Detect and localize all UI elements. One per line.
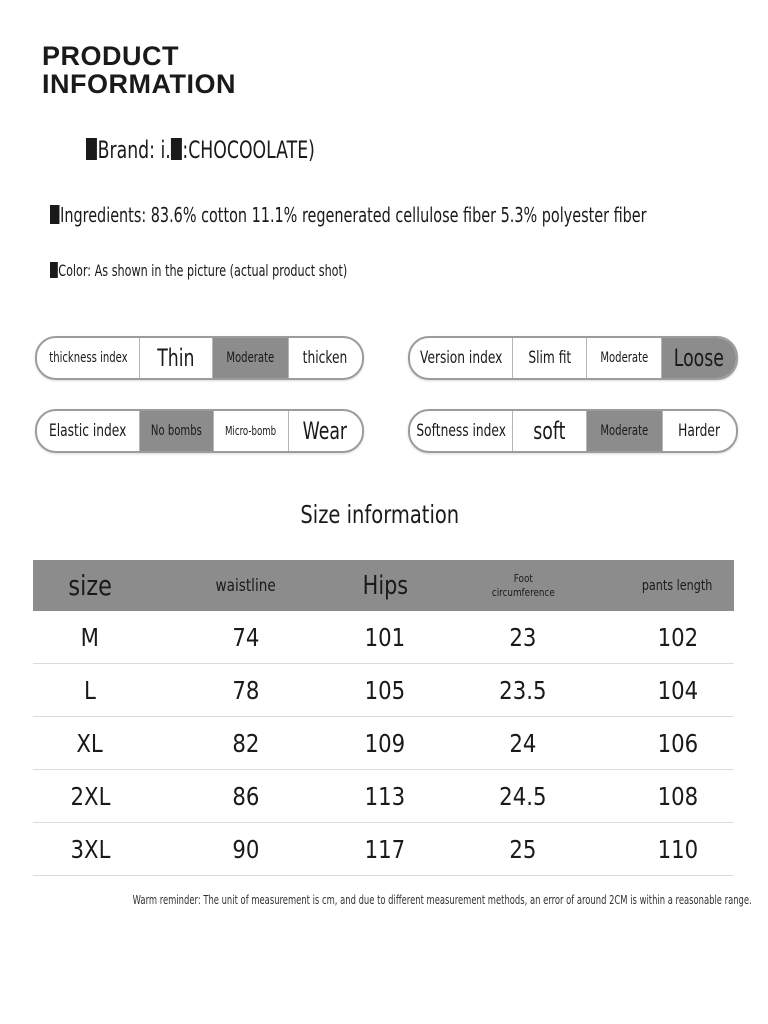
cell-foot-circumference: 24.5: [499, 781, 547, 811]
color-line: [50, 261, 347, 280]
cell-waistline: 86: [232, 781, 260, 811]
thickness-index-label: thickness index: [48, 350, 128, 366]
square-glyph-icon: [86, 138, 97, 160]
table-row: [33, 823, 734, 876]
table-row: [33, 770, 734, 823]
size-table: [33, 560, 734, 876]
cell-size: XL: [76, 728, 104, 758]
color-text: Color: As shown in the picture (actual product shot): [58, 261, 348, 280]
table-row: [33, 611, 734, 664]
cell-hips: 113: [364, 781, 406, 811]
header-pants-length: pants length: [642, 577, 713, 594]
elastic-option-micro-bomb: Micro-bomb: [213, 411, 287, 451]
cell-size: M: [80, 622, 100, 652]
table-row: [33, 664, 734, 717]
page-title: [42, 42, 236, 98]
version-option-slim-fit: Slim fit: [512, 338, 586, 378]
cell-pants-length: 102: [657, 622, 698, 652]
thickness-option-thin: Thin: [139, 338, 212, 378]
square-glyph-icon: [50, 262, 58, 278]
title-line-1: PRODUCT: [42, 41, 179, 71]
cell-foot-circumference: 23: [509, 622, 537, 652]
ingredients-text: Ingredients: 83.6% cotton 11.1% regenerated cellulose fiber 5.3% polyester fiber: [60, 203, 647, 227]
softness-index-label: Softness index: [416, 421, 506, 441]
warm-reminder-note: Warm reminder: The unit of measurement is cm, and due to different measurement methods, an error of around 2CM is within a reasonable range.: [132, 893, 752, 907]
cell-waistline: 74: [232, 622, 260, 652]
size-table-header: [33, 560, 734, 611]
brand-name: :CHOCOOLATE): [182, 136, 315, 164]
version-option-loose: Loose: [661, 338, 736, 378]
elastic-index-label: Elastic index: [49, 421, 127, 441]
elastic-option-wear: Wear: [288, 411, 362, 451]
cell-pants-length: 104: [657, 675, 698, 705]
version-index-bar: [408, 336, 738, 380]
thickness-option-thicken: thicken: [288, 338, 362, 378]
brand-text: Brand: i.: [97, 136, 171, 164]
header-waistline: waistline: [215, 575, 277, 596]
elastic-option-no-bombs: No bombs: [139, 411, 213, 451]
cell-waistline: 90: [232, 834, 260, 864]
brand-line: [86, 136, 315, 164]
softness-option-soft: soft: [512, 411, 586, 451]
title-line-2: INFORMATION: [42, 69, 236, 99]
cell-size: 3XL: [70, 834, 110, 864]
version-option-moderate: Moderate: [586, 338, 660, 378]
cell-pants-length: 106: [657, 728, 698, 758]
cell-hips: 105: [364, 675, 406, 705]
cell-pants-length: 108: [657, 781, 698, 811]
version-index-label: Version index: [419, 348, 503, 368]
cell-hips: 117: [364, 834, 406, 864]
cell-waistline: 78: [232, 675, 260, 705]
elastic-index-bar: [35, 409, 364, 453]
header-hips: Hips: [362, 570, 408, 601]
ingredients-line: [50, 203, 647, 227]
size-section-title: Size information: [300, 500, 460, 529]
header-size: size: [68, 569, 112, 602]
softness-index-bar: [408, 409, 738, 453]
header-foot-circumference: Foot circumference: [491, 571, 555, 599]
cell-waistline: 82: [232, 728, 260, 758]
table-row: [33, 717, 734, 770]
cell-pants-length: 110: [657, 834, 698, 864]
thickness-index-bar: [35, 336, 364, 380]
softness-option-harder: Harder: [662, 411, 736, 451]
size-table-body: [33, 611, 734, 876]
thickness-option-moderate: Moderate: [212, 338, 287, 378]
cell-foot-circumference: 24: [509, 728, 537, 758]
square-glyph-icon: [50, 205, 59, 224]
cell-foot-circumference: 23.5: [499, 675, 547, 705]
cell-hips: 109: [364, 728, 406, 758]
cell-hips: 101: [364, 622, 406, 652]
cell-size: L: [84, 675, 96, 705]
cell-foot-circumference: 25: [509, 834, 537, 864]
softness-option-moderate: Moderate: [586, 411, 661, 451]
cell-size: 2XL: [70, 781, 110, 811]
square-glyph-icon: [171, 138, 182, 160]
